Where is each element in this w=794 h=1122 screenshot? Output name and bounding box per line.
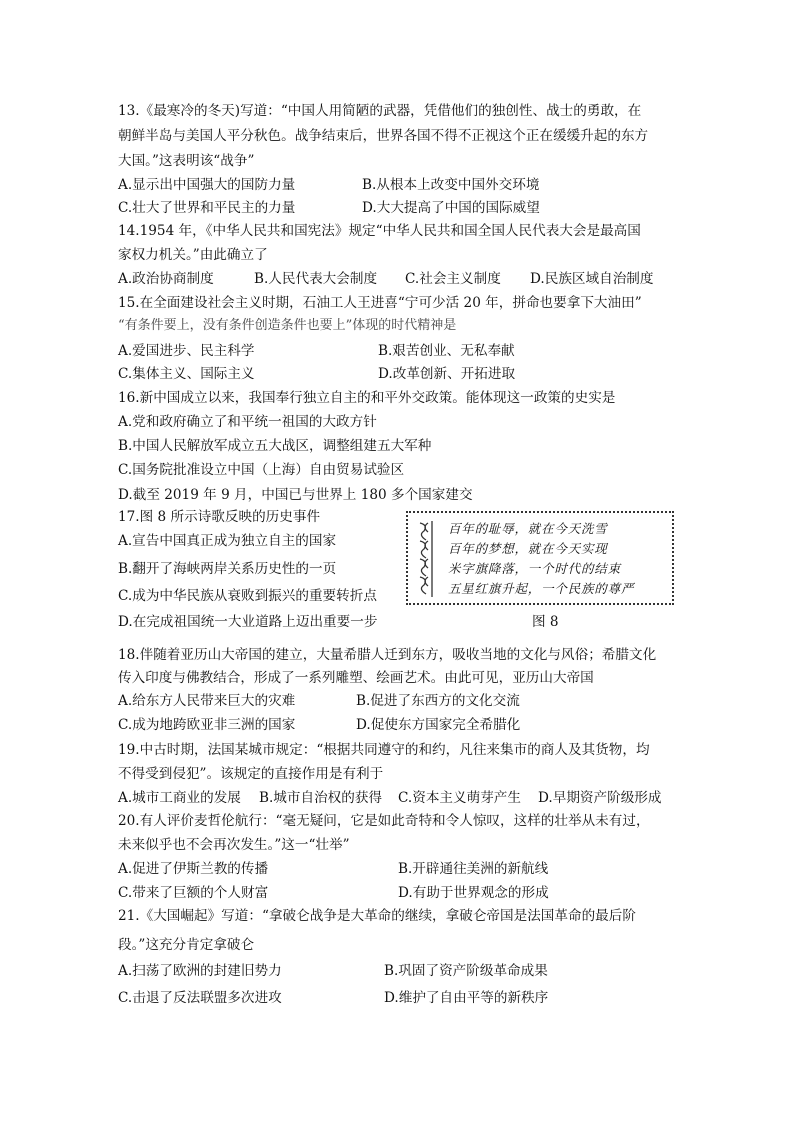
- q20-option-c: C.带来了巨额的个人财富: [118, 885, 269, 901]
- q17-option-a: A.宣告中国真正成为独立自主的国家: [118, 533, 337, 549]
- q21-option-d: D.维护了自由平等的新秩序: [384, 990, 549, 1006]
- q21-stem-line-1: 21.《大国崛起》写道：“拿破仑战争是大革命的继续，拿破仑帝国是法国革命的最后阶: [118, 908, 636, 924]
- q13-stem-line-2: 朝鲜半岛与美国人平分秋色。战争结束后，世界各国不得不正视这个正在缓缓升起的东方: [118, 128, 649, 144]
- q19-option-d: D.早期资产阶级形成: [538, 790, 662, 806]
- q21-option-b: B.巩固了资产阶级革命成果: [384, 963, 548, 979]
- q13-option-d: D.大大提高了中国的国际威望: [362, 200, 540, 216]
- poem-line-2: 百年的梦想，就在今天实现: [448, 541, 608, 556]
- q13-option-a: A.显示出中国强大的国防力量: [118, 177, 296, 193]
- figure-8-caption: 图 8: [532, 614, 559, 630]
- q13-stem-line-1: 13.《最寒冷的冬天)写道：“中国人用简陋的武器，凭借他们的独创性、战士的勇敢，在: [118, 103, 642, 119]
- q13-stem-line-3: 大国。”这表明该“战争”: [118, 153, 255, 169]
- q15-option-c: C.集体主义、国际主义: [118, 366, 255, 382]
- q19-stem-line-1: 19.中古时期，法国某城市规定：“根据共同遵守的和约，凡往来集市的商人及其货物，均: [118, 742, 650, 758]
- q18-stem-line-1: 18.伴随着亚历山大帝国的建立，大量希腊人迁到东方，吸收当地的文化与风俗；希腊文化: [118, 647, 657, 663]
- q15-option-a: A.爱国进步、民主科学: [118, 343, 255, 359]
- q15-option-b: B.艰苦创业、无私奉献: [378, 343, 515, 359]
- q15-option-d: D.改革创新、开拓进取: [378, 366, 516, 382]
- q16-stem-line-1: 16.新中国成立以来，我国奉行独立自主的和平外交政策。能体现这一政策的史实是: [118, 390, 616, 406]
- poem-line-3: 米字旗降落，一个时代的结束: [448, 561, 621, 576]
- q13-option-c: C.壮大了世界和平民主的力量: [118, 200, 296, 216]
- q19-option-b: B.城市自治权的获得: [259, 790, 383, 806]
- q17-option-d: D.在完成祖国统一大业道路上迈出重要一步: [118, 614, 378, 630]
- scroll-ornament-icon: [414, 519, 436, 599]
- q20-option-d: D.有助于世界观念的形成: [398, 885, 549, 901]
- poem-line-4: 五星红旗升起，一个民族的尊严: [448, 581, 635, 596]
- q20-option-b: B.开辟通往美洲的新航线: [398, 861, 549, 877]
- q20-stem-line-1: 20.有人评价麦哲伦航行：“毫无疑问，它是如此奇特和令人惊叹，这样的壮举从未有过，: [118, 813, 650, 829]
- q15-stem-line-2: “有条件要上，没有条件创造条件也要上”体现的时代精神是: [118, 318, 457, 333]
- q18-option-c: C.成为地跨欧亚非三洲的国家: [118, 717, 296, 733]
- q16-option-d: D.截至 2019 年 9 月，中国已与世界上 180 多个国家建交: [118, 487, 473, 503]
- figure-8-poem-box: [406, 511, 674, 605]
- q17-stem-line-1: 17.图 8 所示诗歌反映的历史事件: [118, 509, 321, 525]
- q17-option-c: C.成为中华民族从衰败到振兴的重要转折点: [118, 588, 377, 604]
- q18-option-d: D.促使东方国家完全希腊化: [356, 717, 521, 733]
- q19-option-c: C.资本主义萌芽产生: [398, 790, 521, 806]
- q19-option-a: A.城市工商业的发展: [118, 790, 241, 806]
- q18-option-a: A.给东方人民带来巨大的灾难: [118, 693, 296, 709]
- q14-option-d: D.民族区域自治制度: [530, 271, 654, 287]
- q14-option-b: B.人民代表大会制度: [254, 271, 378, 287]
- q16-option-b: B.中国人民解放军成立五大战区，调整组建五大军种: [118, 438, 432, 454]
- q21-stem-line-2: 段。”这充分肯定拿破仑: [118, 937, 255, 953]
- q21-option-c: C.击退了反法联盟多次进攻: [118, 990, 282, 1006]
- q18-option-b: B.促进了东西方的文化交流: [356, 693, 520, 709]
- q14-stem-line-1: 14.1954 年，《中华人民共和国宪法》规定“中华人民共和国全国人民代表大会是最高国: [118, 223, 641, 239]
- q14-stem-line-2: 家权力机关。”由此确立了: [118, 247, 268, 263]
- q20-option-a: A.促进了伊斯兰教的传播: [118, 861, 269, 877]
- q15-stem-line-1: 15.在全面建设社会主义时期，石油工人王进喜“宁可少活 20 年，拼命也要拿下大油田”: [118, 295, 642, 311]
- q16-option-c: C.国务院批准设立中国（上海）自由贸易试验区: [118, 462, 405, 478]
- q16-option-a: A.党和政府确立了和平统一祖国的大政方针: [118, 414, 377, 430]
- q17-option-b: B.翻开了海峡两岸关系历史性的一页: [118, 561, 337, 577]
- q19-stem-line-2: 不得受到侵犯”。该规定的直接作用是有利于: [118, 766, 384, 782]
- q14-option-a: A.政治协商制度: [118, 271, 214, 287]
- poem-line-1: 百年的耻辱，就在今天洗雪: [448, 521, 608, 536]
- q20-stem-line-2: 未来似乎也不会再次发生。”这一“壮举”: [118, 837, 350, 853]
- q21-option-a: A.扫荡了欧洲的封建旧势力: [118, 963, 282, 979]
- q14-option-c: C.社会主义制度: [405, 271, 501, 287]
- q13-option-b: B.从根本上改变中国外交环境: [362, 177, 540, 193]
- q18-stem-line-2: 传入印度与佛教结合，形成了一系列雕塑、绘画艺术。由此可见，亚历山大帝国: [118, 670, 594, 686]
